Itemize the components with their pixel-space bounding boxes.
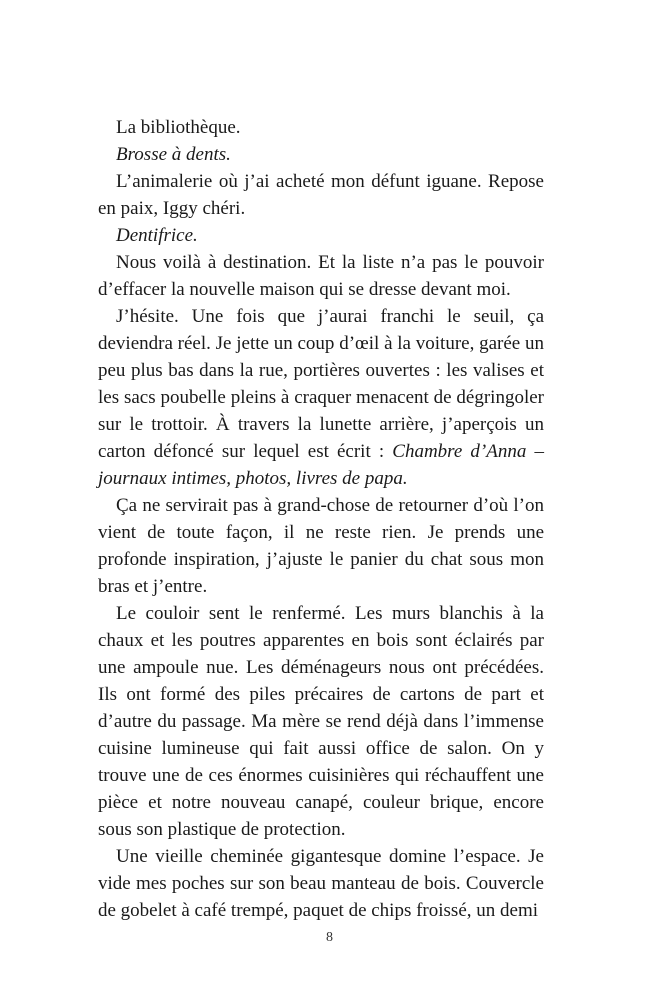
paragraph-6: [98, 303, 544, 492]
paragraph-1: La bibliothèque.: [116, 117, 241, 138]
paragraph-6-italic: Chambre d’Anna – journaux intimes, photos, livres de papa.: [98, 441, 544, 489]
body-text: [98, 114, 544, 924]
paragraph-5: Nous voilà à destination. Et la liste n’a pas le pouvoir d’effacer la nouvelle maison qui se dresse devant moi.: [98, 252, 544, 300]
paragraph-4: Dentifrice.: [116, 225, 198, 246]
paragraph-7: Ça ne servirait pas à grand-chose de retourner d’où l’on vient de toute façon, il ne reste rien. Je prends une profonde inspiration, j’ajuste le panier du chat sous mon bras et j’entre.: [98, 495, 544, 597]
paragraph-6-text: J’hésite. Une fois que j’aurai franchi le seuil, ça deviendra réel. Je jette un coup d’œil à la voiture, garée un peu plus bas dans la rue, portières ouvertes : les valises et les sacs poubelle pleins à craquer menacent de dégringoler sur le trottoir. À travers la lunette arrière, j’aperçois un carton défoncé sur lequel est écrit :: [98, 306, 544, 462]
page-number: 8: [326, 930, 333, 945]
paragraph-8: Le couloir sent le renfermé. Les murs blanchis à la chaux et les poutres apparentes en bois sont éclairés par une ampoule nue. Les déménageurs nous ont précédées. Ils ont formé des piles précaires de cartons de part et d’autre du passage. Ma mère se rend déjà dans l’immense cuisine lumineuse qui fait aussi office de salon. On y trouve une de ces énormes cuisinières qui réchauffent une pièce et notre nouveau canapé, couleur brique, encore sous son plastique de protection.: [98, 603, 544, 840]
paragraph-3: L’animalerie où j’ai acheté mon défunt iguane. Repose en paix, Iggy chéri.: [98, 171, 544, 219]
paragraph-2: Brosse à dents.: [116, 144, 231, 165]
paragraph-9: Une vieille cheminée gigantesque domine l’espace. Je vide mes poches sur son beau manteau de bois. Couvercle de gobelet à café trempé, paquet de chips froissé, un demi: [98, 846, 544, 921]
